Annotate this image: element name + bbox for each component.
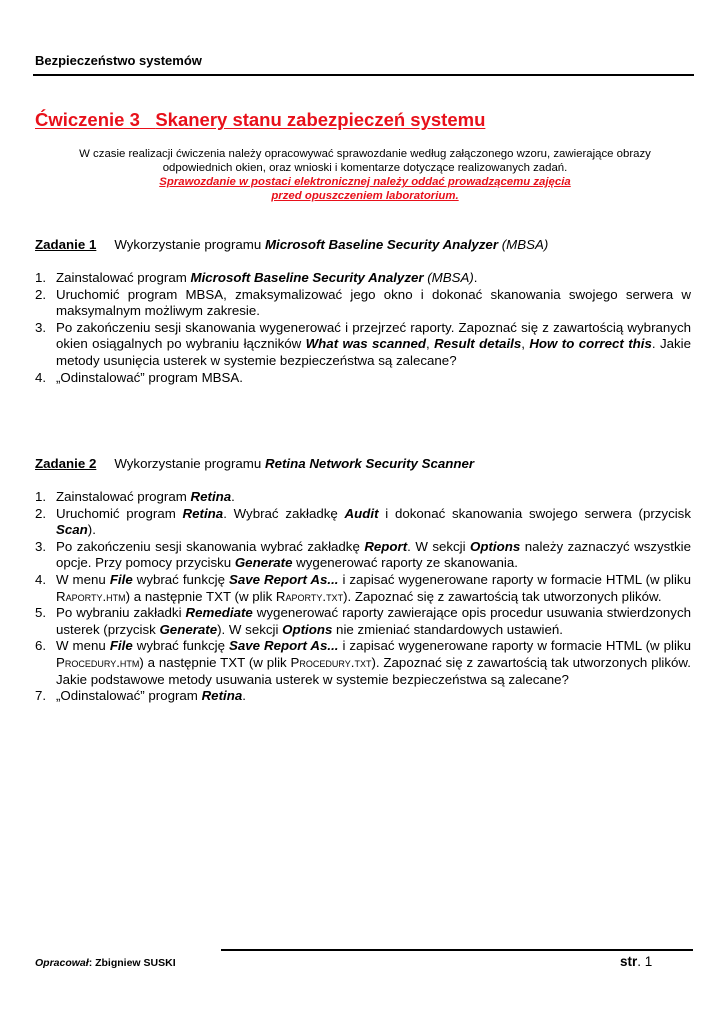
intro-line-1: W czasie realizacji ćwiczenia należy opracowywać sprawozdanie według załączonego wzoru, zawierające obrazy [79, 148, 651, 160]
task2-program: Retina Network Security Scanner [264, 456, 475, 471]
task1-prefix: Wykorzystanie programu [114, 237, 265, 252]
task1-program: Microsoft Baseline Security Analyzer [264, 237, 499, 252]
task1-abbr: (MBSA) [498, 237, 549, 252]
list-item: 7. „Odinstalować” program Retina. [35, 688, 246, 704]
intro-paragraph [40, 147, 690, 203]
footer-rule [221, 949, 693, 951]
task1-heading [35, 237, 548, 252]
intro-line-2: odpowiednich okien, oraz wnioski i komentarze dotyczące realizowanych zadań. [162, 162, 568, 174]
task1-list [35, 270, 691, 386]
list-item: 3. Po zakończeniu sesji skanowania wybrać zakładkę Report. W sekcji Options należy zaznaczyć wszystkie opcje. Przy pomocy przycisku Generate wygenerować raporty ze skanowania. [35, 538, 691, 571]
footer-page-label: str [620, 954, 638, 969]
task2-heading [35, 456, 474, 471]
page-number: 1 [644, 954, 653, 969]
header-title: Bezpieczeństwo systemów [35, 53, 202, 68]
task2-prefix: Wykorzystanie programu [114, 456, 265, 471]
footer-author-label: Opracował [35, 957, 89, 969]
list-item: 4. „Odinstalować” program MBSA. [35, 369, 243, 385]
list-item: 5. Po wybraniu zakładki Remediate wygenerować raporty zawierające opis procedur usuwania stwierdzonych usterek (przycisk Generate). W sekcji Options nie zmieniać standardowych ustawień. [35, 605, 691, 637]
task1-label: Zadanie 1 [35, 237, 97, 252]
list-item: 6. W menu File wybrać funkcję Save Report As... i zapisać wygenerowane raporty w formacie HTML (w pliku Procedury.htm) a następnie TXT (w plik Procedury.txt). Zapoznać się z zawartością tak utworzonych plików. Jakie podstawowe metody usuwania usterek w systemie bezpieczeństwa są zalecane? [35, 638, 691, 687]
list-item: 3. Po zakończeniu sesji skanowania wygenerować i przejrzeć raporty. Zapoznać się z zawartością wybranych okien osiągalnych po wybraniu łączników What was scanned, Result details, How to correct this. Jakie metody usunięcia usterek w systemie bezpieczeństwa są zalecane? [35, 319, 691, 368]
exercise-name: Skanery stanu zabezpieczeń systemu [155, 109, 486, 130]
footer-author [35, 957, 176, 969]
footer-author-name: : Zbigniew SUSKI [88, 957, 176, 969]
task2-label: Zadanie 2 [35, 456, 97, 471]
exercise-number: Ćwiczenie 3 [35, 109, 140, 130]
intro-warning-1: Sprawozdanie w postaci elektronicznej należy oddać prowadzącemu zajęcia [159, 176, 571, 188]
intro-warning-2: przed opuszczeniem laboratorium. [271, 190, 459, 202]
task2-list [35, 489, 691, 705]
list-item: 1. Zainstalować program Retina. [35, 489, 235, 504]
footer-page-number: str. 1 [620, 954, 653, 969]
list-item: 2. Uruchomić program MBSA, zmaksymalizować jego okno i dokonać skanowania swojego serwera w maksymalnym możliwym zakresie. [35, 286, 691, 319]
list-item: 1. Zainstalować program Microsoft Baseline Security Analyzer (MBSA). [35, 270, 478, 285]
list-item: 4. W menu File wybrać funkcję Save Report As... i zapisać wygenerowane raporty w formacie HTML (w pliku Raporty.htm) a następnie TXT (w plik Raporty.txt). Zapoznać się z zawartością tak utworzonych plików. [35, 571, 691, 604]
header-rule [33, 74, 694, 76]
exercise-title [35, 109, 485, 131]
list-item: 2. Uruchomić program Retina. Wybrać zakładkę Audit i dokonać skanowania swojego serwera (przycisk Scan). [35, 505, 691, 538]
